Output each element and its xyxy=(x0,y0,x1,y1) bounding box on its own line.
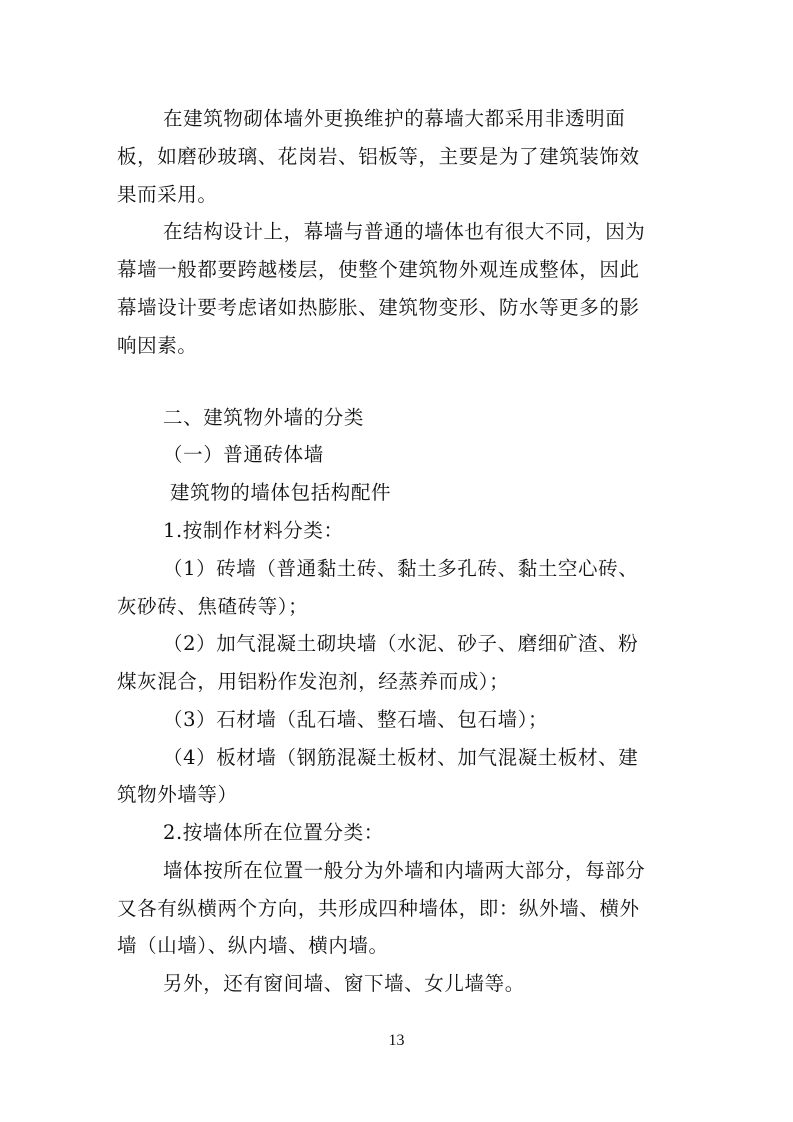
list-item: （2）加气混凝土砌块墙（水泥、砂子、磨细矿渣、粉 xyxy=(163,632,639,655)
text-line: 幕墙一般都要跨越楼层，使整个建筑物外观连成整体，因此 xyxy=(117,258,640,281)
list-heading: 2.按墙体所在位置分类： xyxy=(163,821,384,844)
text-line: 板，如磨砂玻璃、花岗岩、铝板等，主要是为了建筑装饰效 xyxy=(117,145,640,168)
list-heading: 1.按制作材料分类： xyxy=(163,519,344,542)
text-line: 又各有纵横两个方向，共形成四种墙体，即：纵外墙、横外 xyxy=(117,897,640,920)
section-heading: 二、建筑物外墙的分类 xyxy=(163,406,365,429)
list-item: （4）板材墙（钢筋混凝土板材、加气混凝土板材、建 xyxy=(163,746,639,769)
text-line: 建筑物的墙体包括构配件 xyxy=(170,481,392,504)
subsection-heading: （一）普通砖体墙 xyxy=(163,443,324,466)
list-item: （1）砖墙（普通黏土砖、黏土多孔砖、黏土空心砖、 xyxy=(163,557,639,580)
text-line: 墙（山墙）、纵内墙、横内墙。 xyxy=(117,934,389,957)
page-number: 13 xyxy=(388,1032,405,1049)
text-line: 另外，还有窗间墙、窗下墙、女儿墙等。 xyxy=(163,972,525,995)
list-item: 煤灰混合，用铝粉作发泡剂，经蒸养而成）； xyxy=(117,670,510,693)
text-line: 幕墙设计要考虑诸如热膨胀、建筑物变形、防水等更多的影 xyxy=(117,296,640,319)
list-item: （3）石材墙（乱石墙、整石墙、包石墙）； xyxy=(163,708,549,731)
text-line: 在建筑物砌体墙外更换维护的幕墙大都采用非透明面 xyxy=(163,107,626,130)
text-line: 在结构设计上，幕墙与普通的墙体也有很大不同，因为 xyxy=(163,220,646,243)
text-line: 墙体按所在位置一般分为外墙和内墙两大部分，每部分 xyxy=(163,859,646,882)
list-item: 灰砂砖、焦碴砖等）； xyxy=(117,595,309,618)
text-line: 响因素。 xyxy=(117,334,198,357)
list-item: 筑物外墙等） xyxy=(117,783,238,806)
text-line: 果而采用。 xyxy=(117,183,218,206)
